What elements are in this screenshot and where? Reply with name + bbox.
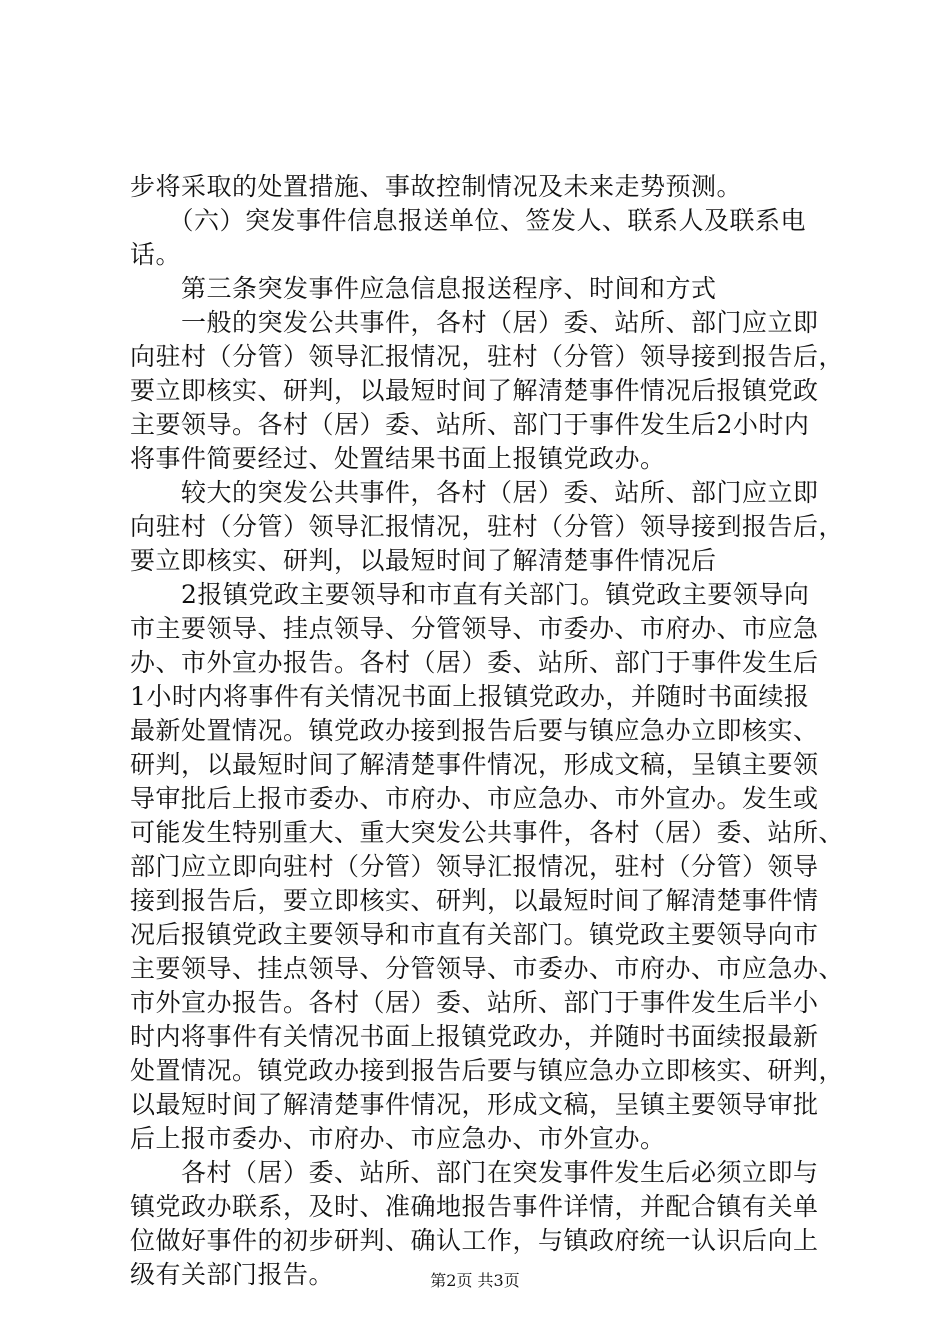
text-line: 各村（居）委、站所、部门在突发事件发生后必须立即与: [130, 1158, 819, 1187]
text-line: 时内将事件有关情况书面上报镇党政办，并随时书面续报最新: [130, 1022, 819, 1051]
page-number-footer: 第2页 共3页: [430, 1271, 520, 1290]
text-line: 以最短时间了解清楚事件情况，形成文稿，呈镇主要领导审批: [130, 1090, 819, 1119]
text-line: 研判，以最短时间了解清楚事件情况，形成文稿，呈镇主要领: [130, 750, 819, 779]
text-line: 步将采取的处置措施、事故控制情况及未来走势预测。: [130, 172, 743, 201]
text-line: 接到报告后，要立即核实、研判，以最短时间了解清楚事件情: [130, 886, 819, 915]
text-line: 后上报市委办、市府办、市应急办、市外宣办。: [130, 1124, 666, 1153]
text-line: 一般的突发公共事件，各村（居）委、站所、部门应立即: [130, 308, 819, 337]
text-line: 1小时内将事件有关情况书面上报镇党政办，并随时书面续报: [130, 682, 810, 711]
text-line: 市外宣办报告。各村（居）委、站所、部门于事件发生后半小: [130, 988, 819, 1017]
text-line: 可能发生特别重大、重大突发公共事件，各村（居）委、站所、: [130, 818, 845, 847]
text-line: 主要领导。各村（居）委、站所、部门于事件发生后2小时内: [130, 410, 810, 439]
text-line: 向驻村（分管）领导汇报情况，驻村（分管）领导接到报告后，: [130, 342, 845, 371]
text-line: 位做好事件的初步研判、确认工作，与镇政府统一认识后向上: [130, 1226, 819, 1255]
text-line: 处置情况。镇党政办接到报告后要与镇应急办立即核实、研判，: [130, 1056, 845, 1085]
document-body: [130, 170, 845, 1292]
text-line: 要立即核实、研判，以最短时间了解清楚事件情况后报镇党政: [130, 376, 819, 405]
text-line: 部门应立即向驻村（分管）领导汇报情况，驻村（分管）领导: [130, 852, 819, 881]
text-line: 级有关部门报告。: [130, 1260, 335, 1289]
text-line: 况后报镇党政主要领导和市直有关部门。镇党政主要领导向市: [130, 920, 819, 949]
text-line: 要立即核实、研判，以最短时间了解清楚事件情况后: [130, 546, 717, 575]
text-line: 主要领导、挂点领导、分管领导、市委办、市府办、市应急办、: [130, 954, 845, 983]
section-heading: 第三条突发事件应急信息报送程序、时间和方式: [130, 274, 717, 303]
text-line: 较大的突发公共事件，各村（居）委、站所、部门应立即: [130, 478, 819, 507]
text-line: 话。: [130, 240, 182, 269]
text-line: 导审批后上报市委办、市府办、市应急办、市外宣办。发生或: [130, 784, 819, 813]
text-line: 镇党政办联系，及时、准确地报告事件详情，并配合镇有关单: [130, 1192, 819, 1221]
text-line: 向驻村（分管）领导汇报情况，驻村（分管）领导接到报告后，: [130, 512, 845, 541]
text-line: 最新处置情况。镇党政办接到报告后要与镇应急办立即核实、: [130, 716, 819, 745]
text-line: 2报镇党政主要领导和市直有关部门。镇党政主要领导向: [130, 580, 810, 609]
text-line: 将事件简要经过、处置结果书面上报镇党政办。: [130, 444, 666, 473]
text-line: 办、市外宣办报告。各村（居）委、站所、部门于事件发生后: [130, 648, 819, 677]
text-line: （六）突发事件信息报送单位、签发人、联系人及联系电: [130, 206, 807, 235]
text-line: 市主要领导、挂点领导、分管领导、市委办、市府办、市应急: [130, 614, 819, 643]
